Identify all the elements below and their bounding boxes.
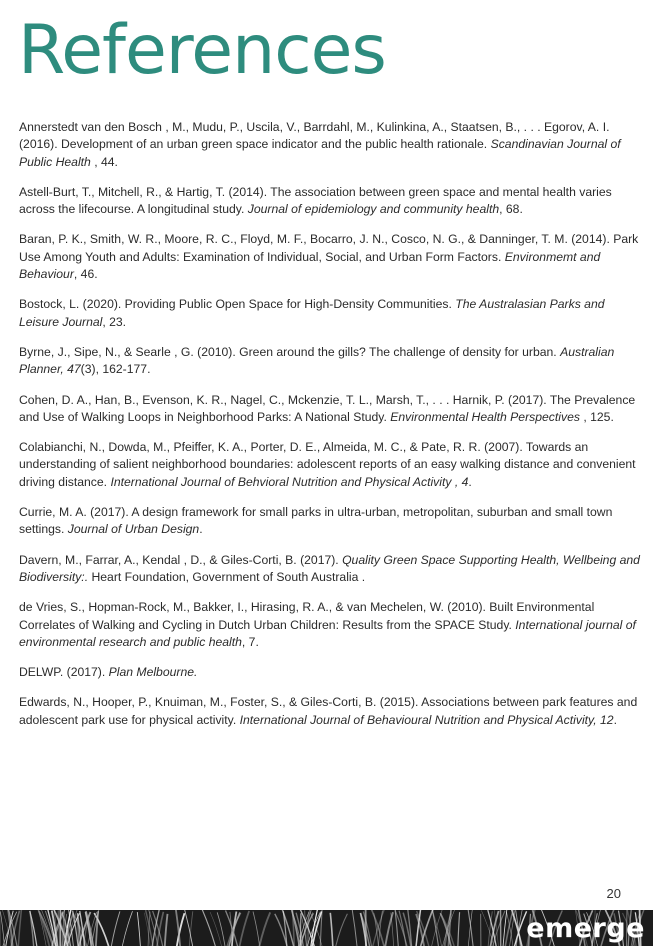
grass-blade bbox=[122, 911, 133, 946]
reference-source-title: International Journal of Behavioural Nutrition and Physical Activity, 12 bbox=[239, 712, 614, 727]
reference-text: , 7. bbox=[241, 634, 259, 649]
reference-text: . bbox=[613, 712, 617, 727]
reference-entry bbox=[19, 552, 647, 587]
grass-blade bbox=[111, 911, 120, 946]
reference-text: de Vries, S., Hopman-Rock, M., Bakker, I., Hirasing, R. A., & van Mechelen, W. (2010). Built Environmental Correlates of Walking and Cycling in Dutch Urban Children: Results from the SPACE Study. bbox=[19, 600, 595, 632]
reference-text: Edwards, N., Hooper, P., Knuiman, M., Foster, S., & Giles-Corti, B. (2015). Associations between park features and adolescent park use for physical activity. bbox=[19, 695, 638, 727]
reference-text: Astell-Burt, T., Mitchell, R., & Hartig, T. (2014). The association between green space and mental health varies across the lifecourse. A longitudinal study. bbox=[19, 184, 612, 217]
grass-blade bbox=[184, 910, 193, 946]
reference-entry bbox=[19, 504, 647, 539]
grass-blade bbox=[217, 912, 225, 946]
reference-text: , 46. bbox=[73, 267, 98, 282]
reference-source-title: Environmemt and Behaviour bbox=[19, 249, 601, 282]
grass-blade bbox=[330, 913, 333, 946]
grass-blade bbox=[259, 912, 270, 946]
reference-source-title: Environmental Health Perspectives bbox=[390, 409, 580, 424]
reference-text: Colabianchi, N., Dowda, M., Pfeiffer, K. A., Porter, D. E., Almeida, M. C., & Pate, R. R. (2007). Towards an understanding of salient neighborhood boundaries: adolescent reports of an easy walking distance and convenient driving distance. bbox=[19, 440, 636, 489]
reference-entry bbox=[19, 694, 647, 729]
reference-entry bbox=[19, 344, 647, 379]
reference-text: DELWP. (2017). bbox=[19, 665, 109, 680]
grass-blade bbox=[189, 911, 193, 946]
reference-source-title: Plan Melbourne. bbox=[108, 665, 198, 680]
grass-blade bbox=[137, 912, 140, 946]
reference-source-title: International Journal of Behvioral Nutrition and Physical Activity , 4 bbox=[110, 474, 469, 489]
reference-text: , 125. bbox=[579, 409, 614, 424]
grass-blade bbox=[458, 912, 460, 946]
reference-list bbox=[19, 119, 647, 742]
reference-entry bbox=[19, 184, 647, 219]
reference-text: Baran, P. K., Smith, W. R., Moore, R. C., Floyd, M. F., Bocarro, J. N., Cosco, N. G., & Danninger, T. M. (2014). Park Use Among Youth and Adults: Examination of Individual, Social, and Urban Form Factors. bbox=[19, 232, 639, 264]
emerge-logo: emerge bbox=[526, 913, 645, 944]
reference-text: , 23. bbox=[102, 314, 127, 329]
reference-entry bbox=[19, 439, 647, 491]
reference-text: Annerstedt van den Bosch , M., Mudu, P., Uscila, V., Barrdahl, M., Kulinkina, A., Staatsen, B., . . . Egorov, A. I. (2016). Development of an urban green space indicator and the public health rationale. bbox=[19, 120, 610, 152]
reference-source-title: Journal of Urban Design bbox=[67, 522, 200, 537]
reference-entry bbox=[19, 599, 647, 651]
grass-blade bbox=[253, 912, 260, 946]
grass-blade bbox=[86, 911, 94, 946]
reference-text: Davern, M., Farrar, A., Kendal , D., & Giles-Corti, B. (2017). bbox=[19, 552, 343, 567]
grass-blade bbox=[210, 912, 222, 946]
reference-text: Bostock, L. (2020). Providing Public Open Space for High-Density Communities. bbox=[19, 297, 456, 312]
reference-entry bbox=[19, 664, 647, 681]
reference-source-title: Scandinavian Journal of Public Health bbox=[19, 137, 621, 169]
grass-blade bbox=[165, 914, 168, 946]
reference-source-title: The Australasian Parks and Leisure Journal bbox=[19, 297, 605, 329]
reference-text: , 68. bbox=[499, 202, 523, 217]
reference-source-title: International journal of environmental research and public health bbox=[19, 617, 636, 649]
reference-text: . bbox=[199, 522, 203, 537]
page-title: References bbox=[18, 11, 386, 90]
grass-blade bbox=[335, 914, 347, 946]
reference-text: Cohen, D. A., Han, B., Evenson, K. R., Nagel, C., Mckenzie, T. L., Marsh, T., . . . Harnik, P. (2017). The Prevalence and Use of Walking Loops in Neighborhood Parks: A National Study. bbox=[19, 392, 636, 424]
page-number: 20 bbox=[606, 886, 621, 901]
grass-blade bbox=[0, 912, 4, 946]
grass-blade bbox=[385, 912, 393, 946]
reference-text: . bbox=[468, 474, 472, 489]
reference-text: (3), 162-177. bbox=[80, 362, 151, 377]
grass-blade bbox=[58, 910, 60, 946]
grass-blade bbox=[352, 910, 357, 946]
reference-entry bbox=[19, 296, 647, 331]
grass-blade bbox=[399, 911, 406, 946]
reference-source-title: Australian Planner, 47 bbox=[19, 344, 615, 377]
reference-entry bbox=[19, 231, 647, 283]
reference-text: , 44. bbox=[90, 154, 118, 169]
reference-source-title: Journal of epidemiology and community health bbox=[247, 202, 500, 217]
reference-text: Byrne, J., Sipe, N., & Searle , G. (2010). Green around the gills? The challenge of density for urban. bbox=[19, 344, 561, 359]
reference-text: Heart Foundation, Government of South Australia . bbox=[88, 569, 366, 584]
reference-source-title: Quality Green Space Supporting Health, Wellbeing and Biodiversity:. bbox=[19, 552, 640, 584]
grass-blade bbox=[202, 910, 216, 946]
reference-entry bbox=[19, 392, 647, 427]
grass-blade bbox=[239, 911, 249, 946]
reference-text: Currie, M. A. (2017). A design framework for small parks in ultra-urban, metropolitan, suburban and small town settings. bbox=[19, 505, 613, 537]
reference-entry bbox=[19, 119, 647, 171]
